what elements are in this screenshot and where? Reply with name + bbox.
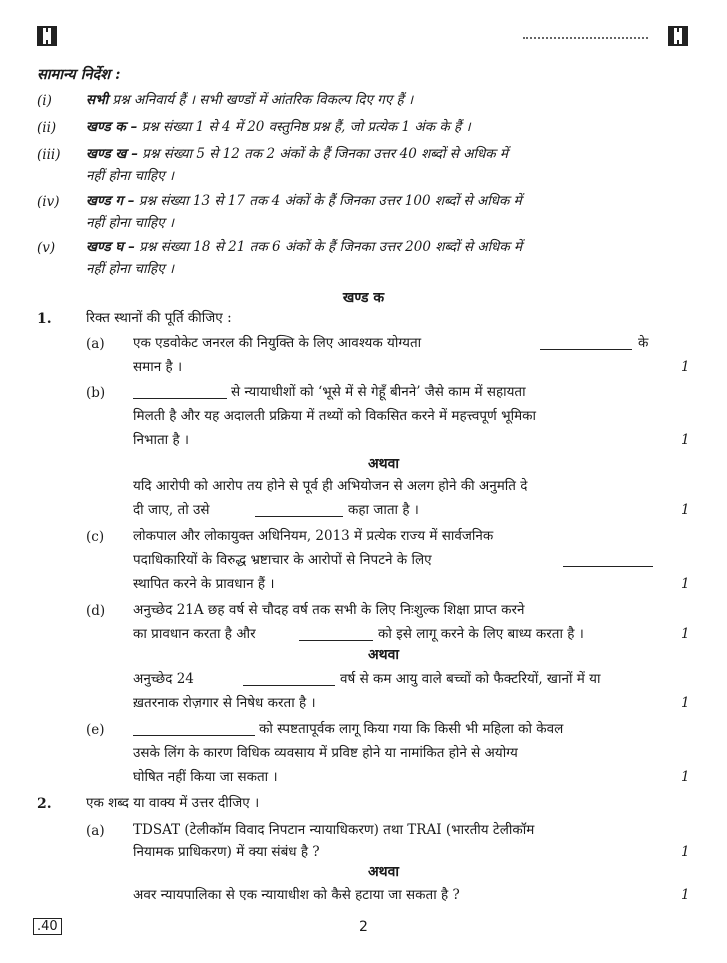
fill-blank <box>255 504 343 517</box>
fill-blank <box>133 386 227 399</box>
instruction-number: (i) <box>37 93 52 109</box>
question-text: कहा जाता है । <box>348 502 419 518</box>
instruction-text-cont: नहीं होना चाहिए । <box>86 215 175 231</box>
question-text: से न्यायाधीशों को ‘भूसे में से गेहूँ बीनने’ जैसे काम में सहायता <box>231 384 526 400</box>
question-text: मिलती है और यह अदालती प्रक्रिया में तथ्यों को विकसित करने में महत्त्वपूर्ण भूमिका <box>133 408 537 424</box>
instruction-number: (iv) <box>37 194 60 210</box>
sub-question-label: (d) <box>86 603 106 619</box>
question-text: को स्पष्टतापूर्वक लागू किया गया कि किसी भी महिला को केवल <box>259 721 564 737</box>
question-text: के <box>638 335 649 351</box>
question-text: दी जाए, तो उसे <box>133 502 210 518</box>
question-prompt: रिक्त स्थानों की पूर्ति कीजिए : <box>86 310 232 326</box>
fill-blank <box>540 337 632 350</box>
section-title: खण्ड क <box>342 290 385 306</box>
question-text: का प्रावधान करता है और <box>133 626 256 642</box>
paper-code: .40 <box>33 918 62 935</box>
question-text: यदि आरोपी को आरोप तय होने से पूर्व ही अभियोजन से अलग होने की अनुमति दे <box>133 478 528 494</box>
instruction-text-cont: नहीं होना चाहिए । <box>86 261 175 277</box>
sub-question-label: (e) <box>86 722 105 738</box>
question-text: घोषित नहीं किया जा सकता । <box>133 769 278 785</box>
or-label: अथवा <box>367 456 400 472</box>
marks: 1 <box>681 887 690 903</box>
sub-question-label: (c) <box>86 529 105 545</box>
marks: 1 <box>681 502 690 518</box>
instruction-text: खण्ड क – प्रश्न संख्या 1 से 4 में 20 वस्तुनिष्ठ प्रश्न हैं, जो प्रत्येक 1 अंक के हैं । <box>86 119 471 135</box>
sub-question-label: (a) <box>86 336 105 352</box>
instruction-number: (iii) <box>37 147 61 163</box>
fill-blank <box>299 628 373 641</box>
instruction-text: खण्ड ख – प्रश्न संख्या 5 से 12 तक 2 अंकों के हैं जिनका उत्तर 40 शब्दों से अधिक में <box>86 146 508 162</box>
question-text: ख़तरनाक रोज़गार से निषेध करता है । <box>133 695 316 711</box>
question-text: समान है । <box>133 359 183 375</box>
question-text: अनुच्छेद 24 <box>133 671 194 687</box>
marks: 1 <box>681 844 690 860</box>
page-number: 2 <box>359 919 368 935</box>
question-text: निभाता है । <box>133 432 190 448</box>
instruction-text: खण्ड ग – प्रश्न संख्या 13 से 17 तक 4 अंकों के हैं जिनका उत्तर 100 शब्दों से अधिक में <box>86 193 522 209</box>
instruction-text-cont: नहीं होना चाहिए । <box>86 168 175 184</box>
marks: 1 <box>681 769 690 785</box>
question-number: 2. <box>37 796 52 812</box>
question-number: 1. <box>37 311 52 327</box>
marks: 1 <box>681 359 690 375</box>
general-instructions-title: सामान्य निर्देश : <box>37 66 121 83</box>
marks: 1 <box>681 695 690 711</box>
fill-blank <box>563 554 653 567</box>
question-text: अवर न्यायपालिका से एक न्यायाधीश को कैसे हटाया जा सकता है ? <box>133 887 460 903</box>
instruction-number: (ii) <box>37 120 57 136</box>
question-text: पदाधिकारियों के विरुद्ध भ्रष्टाचार के आरोपों से निपटने के लिए <box>133 552 432 568</box>
question-text: उसके लिंग के कारण विधिक व्यवसाय में प्रविष्ट होने या नामांकित होने से अयोग्य <box>133 745 518 761</box>
marks: 1 <box>681 432 690 448</box>
question-text: TDSAT (टेलीकॉम विवाद निपटान न्यायाधिकरण) तथा TRAI (भारतीय टेलीकॉम <box>133 822 535 838</box>
question-text: अनुच्छेद 21A छह वर्ष से चौदह वर्ष तक सभी के लिए निःशुल्क शिक्षा प्राप्त करने <box>133 602 525 618</box>
sub-question-label: (a) <box>86 823 105 839</box>
or-label: अथवा <box>367 647 400 663</box>
fill-blank <box>243 673 335 686</box>
header-dotted-line <box>523 37 648 39</box>
question-text: वर्ष से कम आयु वाले बच्चों को फैक्टरियों, खानों में या <box>340 671 601 687</box>
fill-blank <box>133 723 255 736</box>
instruction-text: सभी प्रश्न अनिवार्य हैं । सभी खण्डों में आंतरिक विकल्प दिए गए हैं । <box>86 92 414 108</box>
instruction-number: (v) <box>37 240 56 256</box>
or-label: अथवा <box>367 864 400 880</box>
question-text: लोकपाल और लोकायुक्त अधिनियम, 2013 में प्रत्येक राज्य में सार्वजनिक <box>133 528 494 544</box>
qr-code-left-icon <box>37 26 57 46</box>
question-text: स्थापित करने के प्रावधान हैं । <box>133 576 275 592</box>
question-prompt: एक शब्द या वाक्य में उत्तर दीजिए । <box>86 795 260 811</box>
question-text: को इसे लागू करने के लिए बाध्य करता है । <box>378 626 584 642</box>
marks: 1 <box>681 576 690 592</box>
question-text: नियामक प्राधिकरण) में क्या संबंध है ? <box>133 844 320 860</box>
question-text: एक एडवोकेट जनरल की नियुक्ति के लिए आवश्यक योग्यता <box>133 335 422 351</box>
qr-code-right-icon <box>668 26 688 46</box>
marks: 1 <box>681 626 690 642</box>
instruction-text: खण्ड घ – प्रश्न संख्या 18 से 21 तक 6 अंकों के हैं जिनका उत्तर 200 शब्दों से अधिक में <box>86 239 523 255</box>
sub-question-label: (b) <box>86 385 106 401</box>
